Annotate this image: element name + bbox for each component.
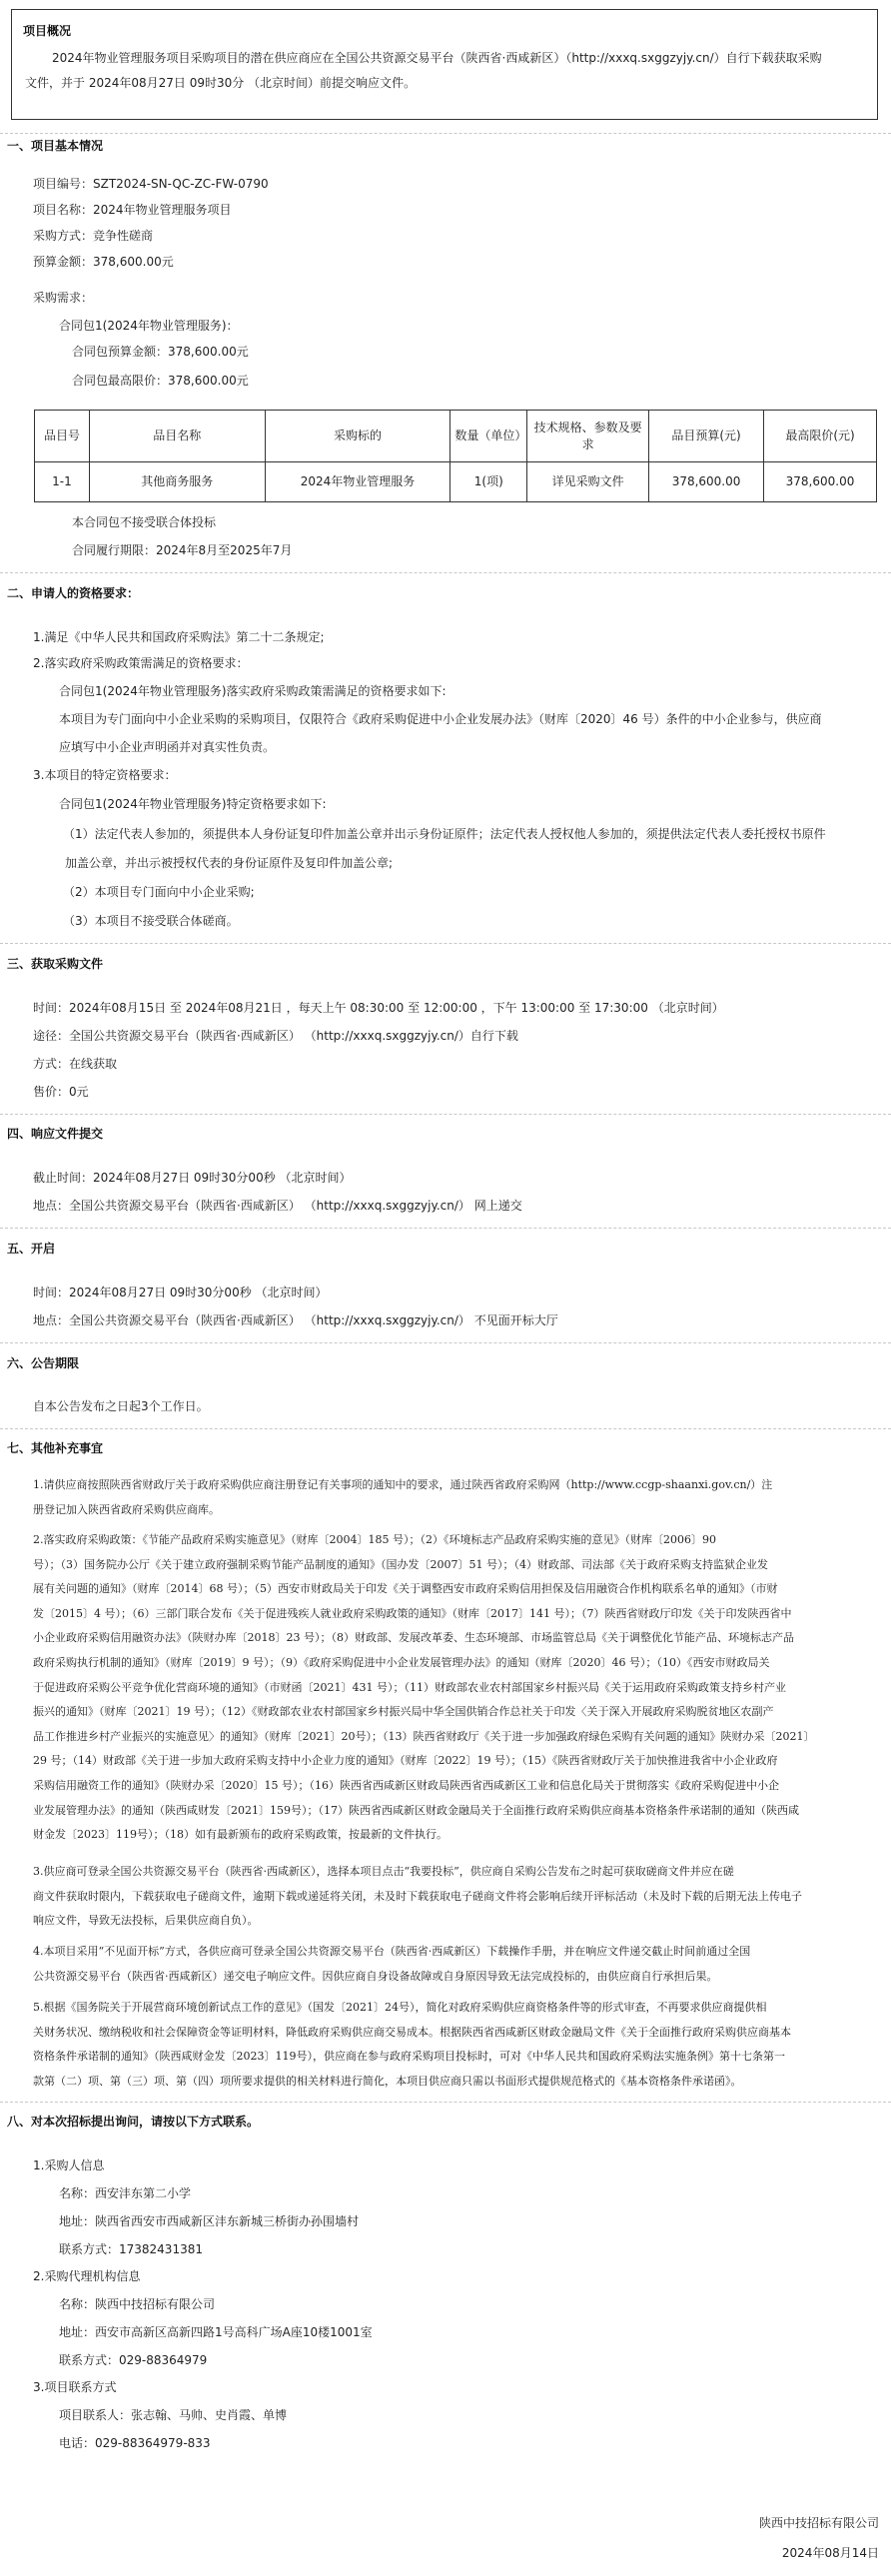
project-phone: 电话：029-88364979-833 bbox=[59, 2436, 211, 2450]
table-cell: 1(项) bbox=[450, 462, 527, 502]
section-1-title: 一、项目基本情况 bbox=[7, 139, 104, 153]
table-cell: 378,600.00 bbox=[764, 462, 877, 502]
overview-text-2: 文件，并于 2024年08月27日 09时30分 （北京时间）前提交响应文件。 bbox=[25, 76, 417, 90]
paragraph-line: 于促进政府采购公平竞争优化营商环境的通知》（市财函〔2021〕431 号）；（11）财政部农业农村部国家乡村振兴局《关于运用政府采购政策支持乡村产业 bbox=[33, 1680, 786, 1694]
paragraph-line: 小企业政府采购信用融资办法》（陕财办库〔2018〕23 号）；（8）财政部、发展改革委、生态环境部、市场监管总局《关于调整优化节能产品、环境标志产品 bbox=[33, 1631, 794, 1645]
table-cell: 378,600.00 bbox=[649, 462, 764, 502]
table-header: 数量（单位） bbox=[450, 411, 527, 462]
overview-title: 项目概况 bbox=[23, 24, 72, 38]
contact-heading: 2.采购代理机构信息 bbox=[33, 2269, 141, 2283]
divider bbox=[0, 1342, 891, 1343]
section-6-title: 六、公告期限 bbox=[7, 1356, 80, 1370]
paragraph-line: 政府采购执行机制的通知》（财库〔2019〕9 号）；（9）《政府采购促进中小企业发展管理办法》的通知（财库〔2020〕46 号）；（10）《西安市财政局关 bbox=[33, 1655, 770, 1669]
acquire-price: 售价：0元 bbox=[33, 1085, 89, 1099]
agency-address: 地址：西安市高新区高新四路1号高科广场A座10楼1001室 bbox=[59, 2325, 373, 2339]
project-name: 项目名称：2024年物业管理服务项目 bbox=[33, 203, 232, 217]
qualification-line: 1.满足《中华人民共和国政府采购法》第二十二条规定; bbox=[33, 630, 325, 644]
table-row bbox=[35, 462, 877, 502]
purchaser-name: 名称：西安沣东第二小学 bbox=[59, 2186, 192, 2200]
submit-place: 地点：全国公共资源交易平台（陕西省·西咸新区） （http://xxxq.sxggzyjy.cn/） 网上递交 bbox=[33, 1199, 522, 1213]
paragraph-line: 品工作推进乡村产业振兴的实施意见〉的通知》（财库〔2021〕20号）；（13）陕西省财政厅《关于进一步加强政府绿色采购有关问题的通知》陕财办采〔2021〕 bbox=[33, 1729, 815, 1743]
paragraph-line: 号）；（3）国务院办公厅《关于建立政府强制采购节能产品制度的通知》（国办发〔2007〕51 号）；（4）财政部、司法部《关于政府采购支持监狱企业发 bbox=[33, 1557, 768, 1571]
footer-organization: 陕西中技招标有限公司 bbox=[758, 2516, 879, 2530]
divider bbox=[0, 1228, 891, 1229]
opening-time: 时间：2024年08月27日 09时30分00秒 （北京时间） bbox=[33, 1286, 328, 1299]
paragraph-line: 关财务状况、缴纳税收和社会保障资金等证明材料，降低政府采购供应商交易成本。根据陕西省西咸新区财政金融局文件《关于全面推行政府采购供应商基本 bbox=[33, 2025, 791, 2039]
paragraph-line: 款第（二）项、第（三）项、第（四）项所要求提供的相关材料进行简化，本项目供应商只需以书面形式提供规范格式的《基本资格条件承诺函》。 bbox=[33, 2074, 742, 2088]
section-3-title: 三、获取采购文件 bbox=[7, 957, 104, 971]
paragraph-line: 公共资源交易平台（陕西省·西咸新区）递交电子响应文件。因供应商自身设备故障或自身原因导致无法完成投标的，由供应商自行承担后果。 bbox=[33, 1969, 718, 1983]
paragraph-line: 3.供应商可登录全国公共资源交易平台（陕西省·西咸新区），选择本项目点击“我要投标”，供应商自采购公告发布之时起可获取磋商文件并应在磋 bbox=[33, 1865, 734, 1878]
paragraph-line: 采购信用融资工作的通知》（陕财办采〔2020〕15 号）；（16）陕西省西咸新区财政局陕西省西咸新区工业和信息化局关于贯彻落实《政府采购促进中小企 bbox=[33, 1778, 779, 1792]
supplement-paragraph-2 bbox=[33, 1528, 880, 1848]
paragraph-line: 发〔2015〕4 号）；（6）三部门联合发布《关于促进残疾人就业政府采购政策的通知》（财库〔2017〕141 号）；（7）陕西省财政厅印发《关于印发陕西省中 bbox=[33, 1606, 792, 1620]
divider bbox=[0, 1428, 891, 1429]
table-cell: 2024年物业管理服务 bbox=[265, 462, 450, 502]
project-contacts: 项目联系人：张志翰、马帅、史肖霞、单博 bbox=[59, 2408, 288, 2422]
table-header: 品目号 bbox=[35, 411, 90, 462]
items-table bbox=[34, 410, 877, 502]
paragraph-line: 展有关问题的通知》（财库〔2014〕68 号）；（5）西安市财政局关于印发《关于调整西安市政府采购信用担保及信用融资合作机构联系名单的通知》（市财 bbox=[33, 1582, 778, 1596]
table-header: 品目预算(元) bbox=[649, 411, 764, 462]
lot-title: 合同包1(2024年物业管理服务)： bbox=[59, 319, 239, 333]
table-cell: 其他商务服务 bbox=[89, 462, 265, 502]
divider bbox=[0, 572, 891, 573]
contact-heading: 3.项目联系方式 bbox=[33, 2380, 117, 2394]
qualification-line: 应填写中小企业声明函并对真实性负责。 bbox=[59, 740, 276, 754]
lot-budget: 合同包预算金额：378,600.00元 bbox=[72, 345, 249, 359]
qualification-line: 合同包1(2024年物业管理服务)特定资格要求如下: bbox=[59, 797, 327, 811]
lot-max-price: 合同包最高限价：378,600.00元 bbox=[72, 374, 249, 388]
qualification-line: （3）本项目不接受联合体磋商。 bbox=[63, 914, 239, 928]
budget-amount: 预算金额：378,600.00元 bbox=[33, 255, 174, 269]
purchaser-phone: 联系方式：17382431381 bbox=[59, 2242, 203, 2256]
divider bbox=[0, 2102, 891, 2103]
paragraph-line: 2.落实政府采购政策：《节能产品政府采购实施意见》（财库〔2004〕185 号）；（2）《环境标志产品政府采购实施的意见》（财库〔2006〕90 bbox=[33, 1533, 716, 1546]
acquire-mode: 方式：在线获取 bbox=[33, 1057, 118, 1071]
procurement-demand: 采购需求： bbox=[33, 291, 94, 305]
agency-phone: 联系方式：029-88364979 bbox=[59, 2353, 208, 2367]
supplement-paragraph-4 bbox=[33, 1940, 880, 1989]
section-5-title: 五、开启 bbox=[7, 1242, 56, 1256]
paragraph-line: 响应文件，导致无法投标，后果供应商自负）。 bbox=[33, 1914, 259, 1928]
paragraph-line: 财金发〔2023〕119号）；（18）如有最新颁布的政府采购政策，按最新的文件执行。 bbox=[33, 1828, 447, 1842]
paragraph-line: 1.请供应商按照陕西省财政厅关于政府采购供应商注册登记有关事项的通知中的要求，通过陕西省政府采购网（http://www.ccgp-shaanxi.gov.cn/）注 bbox=[33, 1478, 773, 1491]
paragraph-line: 29 号；（14）财政部《关于进一步加大政府采购支持中小企业力度的通知》（财库〔2022〕19 号）；（15）《陕西省财政厅关于加快推进我省中小企业政府 bbox=[33, 1754, 778, 1768]
section-7-title: 七、其他补充事宜 bbox=[7, 1441, 104, 1455]
table-cell: 1-1 bbox=[35, 462, 90, 502]
paragraph-line: 振兴的通知》（财库〔2021〕19 号）；（12）《财政部农业农村部国家乡村振兴局中华全国供销合作总社关于印发〈关于深入开展政府采购脱贫地区农副产 bbox=[33, 1705, 774, 1719]
acquire-time: 时间：2024年08月15日 至 2024年08月21日 ，每天上午 08:30:00 至 12:00:00 ，下午 13:00:00 至 17:30:00 （北京时间） bbox=[33, 1001, 724, 1015]
divider bbox=[0, 133, 891, 134]
divider bbox=[0, 943, 891, 944]
purchaser-address: 地址：陕西省西安市西咸新区沣东新城三桥街办孙围墙村 bbox=[59, 2214, 360, 2228]
table-header: 技术规格、参数及要求 bbox=[527, 411, 649, 462]
qualification-line: （1）法定代表人参加的，须提供本人身份证复印件加盖公章并出示身份证原件；法定代表人授权他人参加的，须提供法定代表人委托授权书原件 bbox=[63, 827, 826, 841]
project-number: 项目编号：SZT2024-SN-QC-ZC-FW-0790 bbox=[33, 177, 269, 191]
table-header: 最高限价(元) bbox=[764, 411, 877, 462]
qualification-line: 2.落实政府采购政策需满足的资格要求： bbox=[33, 656, 249, 670]
paragraph-line: 4.本项目采用“不见面开标”方式，各供应商可登录全国公共资源交易平台（陕西省·西咸新区）下载操作手册，并在响应文件递交截止时间前通过全国 bbox=[33, 1945, 751, 1958]
submit-deadline: 截止时间：2024年08月27日 09时30分00秒 （北京时间） bbox=[33, 1171, 352, 1185]
section-4-title: 四、响应文件提交 bbox=[7, 1127, 104, 1141]
paragraph-line: 5.根据《国务院关于开展营商环境创新试点工作的意见》（国发〔2021〕24号），简化对政府采购供应商资格条件等的形式审查，不再要求供应商提供相 bbox=[33, 2001, 767, 2014]
divider bbox=[0, 1114, 891, 1115]
procurement-method: 采购方式：竞争性磋商 bbox=[33, 229, 154, 243]
paragraph-line: 商文件获取时限内，下载获取电子磋商文件，逾期下载或递延将关闭，未及时下载获取电子磋商文件将会影响后续开评标活动（未及时下载的后期无法上传电子 bbox=[33, 1889, 802, 1903]
notice-period: 自本公告发布之日起3个工作日。 bbox=[33, 1399, 209, 1413]
section-2-title: 二、申请人的资格要求： bbox=[7, 586, 140, 600]
paragraph-line: 资格条件承诺制的通知》（陕西咸财金发〔2023〕119号），供应商在参与政府采购项目投标时，可对《中华人民共和国政府采购法实施条例》第十七条第一 bbox=[33, 2050, 785, 2064]
table-cell: 详见采购文件 bbox=[527, 462, 649, 502]
supplement-paragraph-5 bbox=[33, 1996, 880, 2094]
paragraph-line: 册登记加入陕西省政府采购供应商库。 bbox=[33, 1502, 220, 1516]
opening-place: 地点：全国公共资源交易平台（陕西省·西咸新区） （http://xxxq.sxggzyjy.cn/） 不见面开标大厅 bbox=[33, 1313, 558, 1327]
supplement-paragraph-1 bbox=[33, 1473, 880, 1522]
table-header: 采购标的 bbox=[265, 411, 450, 462]
contract-period: 合同履行期限：2024年8月至2025年7月 bbox=[72, 543, 293, 557]
overview-text-1: 2024年物业管理服务项目采购项目的潜在供应商应在全国公共资源交易平台（陕西省·西咸新区）（http://xxxq.sxggzyjy.cn/）自行下载获取采购 bbox=[52, 51, 822, 65]
qualification-line: （2）本项目专门面向中小企业采购; bbox=[63, 885, 255, 899]
section-8-title: 八、对本次招标提出询问，请按以下方式联系。 bbox=[7, 2115, 260, 2129]
acquire-way: 途径：全国公共资源交易平台（陕西省·西咸新区） （http://xxxq.sxggzyjy.cn/）自行下载 bbox=[33, 1029, 518, 1043]
supplement-paragraph-3 bbox=[33, 1860, 880, 1934]
paragraph-line: 业发展管理办法》的通知（陕西咸财发〔2021〕159号）；（17）陕西省西咸新区财政金融局关于全面推行政府采购供应商基本资格条件承诺制的通知（陕西咸 bbox=[33, 1803, 799, 1817]
contact-heading: 1.采购人信息 bbox=[33, 2158, 105, 2172]
no-consortium-note: 本合同包不接受联合体投标 bbox=[72, 515, 217, 529]
agency-name: 名称：陕西中技招标有限公司 bbox=[59, 2297, 216, 2311]
qualification-line: 本项目为专门面向中小企业采购的采购项目，仅限符合《政府采购促进中小企业发展办法》（财库〔2020〕46 号）条件的中小企业参与，供应商 bbox=[59, 712, 822, 726]
qualification-line: 合同包1(2024年物业管理服务)落实政府采购政策需满足的资格要求如下: bbox=[59, 684, 446, 698]
qualification-line: 3.本项目的特定资格要求： bbox=[33, 768, 177, 782]
qualification-line: 加盖公章，并出示被授权代表的身份证原件及复印件加盖公章; bbox=[65, 856, 394, 870]
table-header: 品目名称 bbox=[89, 411, 265, 462]
footer-date: 2024年08月14日 bbox=[781, 2546, 879, 2560]
table-header-row bbox=[35, 411, 877, 462]
